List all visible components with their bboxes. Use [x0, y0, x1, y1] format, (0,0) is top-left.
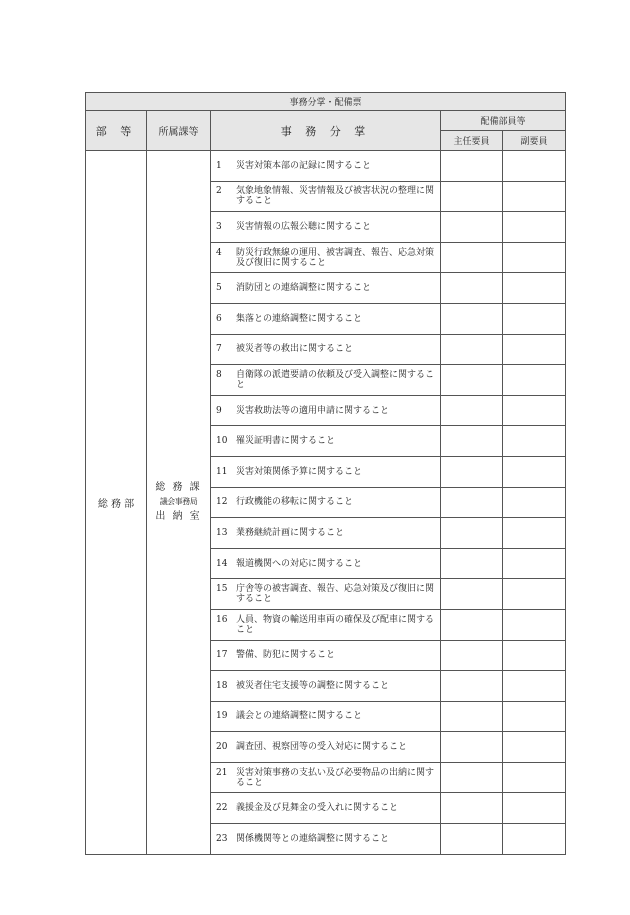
chief-staff-cell[interactable] [441, 334, 503, 365]
task-cell [211, 151, 441, 182]
deputy-staff-cell[interactable] [503, 151, 566, 182]
deputy-staff-cell[interactable] [503, 609, 566, 640]
division-name: 議会事務局 [159, 497, 198, 507]
task-description: 災害対策関係予算に関すること [236, 466, 363, 477]
deputy-staff-cell[interactable] [503, 732, 566, 763]
task-description: 災害救助法等の適用申請に関すること [236, 405, 390, 416]
division-name: 出 納 室 [155, 511, 202, 523]
task-description: 災害対策事務の支払い及び必要物品の出納に関すること [236, 767, 435, 788]
chief-staff-cell[interactable] [441, 456, 503, 487]
deputy-staff-cell[interactable] [503, 334, 566, 365]
chief-staff-cell[interactable] [441, 426, 503, 457]
task-number: 17 [216, 650, 228, 661]
chief-staff-cell[interactable] [441, 824, 503, 855]
task-description: 行政機能の移転に関すること [236, 497, 354, 508]
chief-staff-cell[interactable] [441, 548, 503, 579]
task-cell [211, 609, 441, 640]
deputy-staff-cell[interactable] [503, 824, 566, 855]
deputy-staff-cell[interactable] [503, 426, 566, 457]
task-cell [211, 824, 441, 855]
task-cell [211, 181, 441, 212]
header-tasks: 事 務 分 掌 [211, 111, 441, 151]
task-number: 3 [216, 221, 222, 232]
task-description: 関係機関等との連絡調整に関すること [236, 833, 390, 844]
header-division: 所属課等 [147, 111, 211, 151]
deputy-staff-cell[interactable] [503, 456, 566, 487]
task-cell [211, 701, 441, 732]
task-number: 18 [216, 680, 228, 691]
header-chief: 主任要員 [441, 131, 503, 151]
task-cell [211, 793, 441, 824]
task-description: 義援金及び見舞金の受入れに関すること [236, 803, 399, 814]
chief-staff-cell[interactable] [441, 732, 503, 763]
task-cell [211, 395, 441, 426]
task-number: 13 [216, 527, 228, 538]
task-description: 罹災証明書に関すること [236, 436, 336, 447]
task-cell [211, 548, 441, 579]
task-cell [211, 579, 441, 610]
chief-staff-cell[interactable] [441, 487, 503, 518]
deputy-staff-cell[interactable] [503, 762, 566, 793]
task-description: 自衛隊の派遣要請の依頼及び受入調整に関すること [236, 369, 435, 390]
task-number: 10 [216, 436, 228, 447]
task-number: 5 [216, 283, 222, 294]
task-description: 警備、防犯に関すること [236, 650, 336, 661]
deputy-staff-cell[interactable] [503, 640, 566, 671]
task-description: 気象地象情報、災害情報及び被害状況の整理に関すること [236, 186, 435, 207]
chief-staff-cell[interactable] [441, 609, 503, 640]
duty-assignment-table [85, 92, 566, 855]
task-description: 災害対策本部の記録に関すること [236, 160, 372, 171]
task-cell [211, 671, 441, 702]
deputy-staff-cell[interactable] [503, 365, 566, 396]
task-number: 14 [216, 558, 228, 569]
deputy-staff-cell[interactable] [503, 701, 566, 732]
task-number: 8 [216, 369, 222, 380]
task-description: 集落との連絡調整に関すること [236, 313, 363, 324]
task-cell [211, 365, 441, 396]
task-cell [211, 334, 441, 365]
department-cell: 総 務 部 [86, 151, 147, 855]
task-cell [211, 518, 441, 549]
task-cell [211, 303, 441, 334]
task-number: 23 [216, 833, 228, 844]
chief-staff-cell[interactable] [441, 762, 503, 793]
deputy-staff-cell[interactable] [503, 242, 566, 273]
deputy-staff-cell[interactable] [503, 212, 566, 243]
task-description: 人員、物資の輸送用車両の確保及び配車に関すること [236, 614, 435, 635]
table-title: 事務分掌・配備票 [86, 93, 566, 111]
chief-staff-cell[interactable] [441, 273, 503, 304]
table-row [86, 151, 566, 182]
task-cell [211, 212, 441, 243]
deputy-staff-cell[interactable] [503, 518, 566, 549]
task-description: 報道機関への対応に関すること [236, 558, 363, 569]
deputy-staff-cell[interactable] [503, 579, 566, 610]
task-description: 被災者住宅支援等の調整に関すること [236, 680, 390, 691]
task-number: 21 [216, 767, 228, 778]
task-number: 4 [216, 247, 222, 258]
chief-staff-cell[interactable] [441, 579, 503, 610]
deputy-staff-cell[interactable] [503, 303, 566, 334]
chief-staff-cell[interactable] [441, 212, 503, 243]
header-deputy: 副要員 [503, 131, 566, 151]
chief-staff-cell[interactable] [441, 303, 503, 334]
header-department: 部 等 [86, 111, 147, 151]
chief-staff-cell[interactable] [441, 151, 503, 182]
task-cell [211, 426, 441, 457]
task-number: 16 [216, 614, 228, 625]
chief-staff-cell[interactable] [441, 181, 503, 212]
chief-staff-cell[interactable] [441, 701, 503, 732]
division-name: 総 務 課 [155, 482, 202, 494]
chief-staff-cell[interactable] [441, 671, 503, 702]
task-description: 業務継続計画に関すること [236, 527, 345, 538]
task-description: 調査団、視察団等の受入対応に関すること [236, 742, 408, 753]
task-number: 2 [216, 186, 222, 197]
chief-staff-cell[interactable] [441, 365, 503, 396]
deputy-staff-cell[interactable] [503, 671, 566, 702]
task-number: 19 [216, 711, 228, 722]
deputy-staff-cell[interactable] [503, 273, 566, 304]
deputy-staff-cell[interactable] [503, 793, 566, 824]
task-number: 12 [216, 497, 228, 508]
task-description: 防災行政無線の運用、被害調査、報告、応急対策及び復旧に関すること [236, 247, 435, 268]
chief-staff-cell[interactable] [441, 793, 503, 824]
deputy-staff-cell[interactable] [503, 548, 566, 579]
task-number: 15 [216, 584, 228, 595]
chief-staff-cell[interactable] [441, 518, 503, 549]
task-description: 消防団との連絡調整に関すること [236, 283, 372, 294]
task-number: 20 [216, 742, 228, 753]
task-list [86, 151, 566, 855]
task-cell [211, 456, 441, 487]
task-number: 7 [216, 344, 222, 355]
task-cell [211, 762, 441, 793]
task-cell [211, 242, 441, 273]
task-description: 災害情報の広報公聴に関すること [236, 221, 372, 232]
task-number: 22 [216, 803, 228, 814]
task-description: 議会との連絡調整に関すること [236, 711, 363, 722]
task-cell [211, 732, 441, 763]
deputy-staff-cell[interactable] [503, 181, 566, 212]
deputy-staff-cell[interactable] [503, 487, 566, 518]
division-cell [147, 151, 211, 855]
task-number: 6 [216, 313, 222, 324]
task-number: 11 [216, 466, 228, 477]
task-number: 9 [216, 405, 222, 416]
header-staffing: 配備部員等 [441, 111, 566, 131]
task-number: 1 [216, 160, 222, 171]
chief-staff-cell[interactable] [441, 242, 503, 273]
deputy-staff-cell[interactable] [503, 395, 566, 426]
task-cell [211, 273, 441, 304]
task-cell [211, 487, 441, 518]
task-cell [211, 640, 441, 671]
chief-staff-cell[interactable] [441, 395, 503, 426]
chief-staff-cell[interactable] [441, 640, 503, 671]
task-description: 庁舎等の被害調査、報告、応急対策及び復旧に関すること [236, 584, 435, 605]
task-description: 被災者等の救出に関すること [236, 344, 354, 355]
